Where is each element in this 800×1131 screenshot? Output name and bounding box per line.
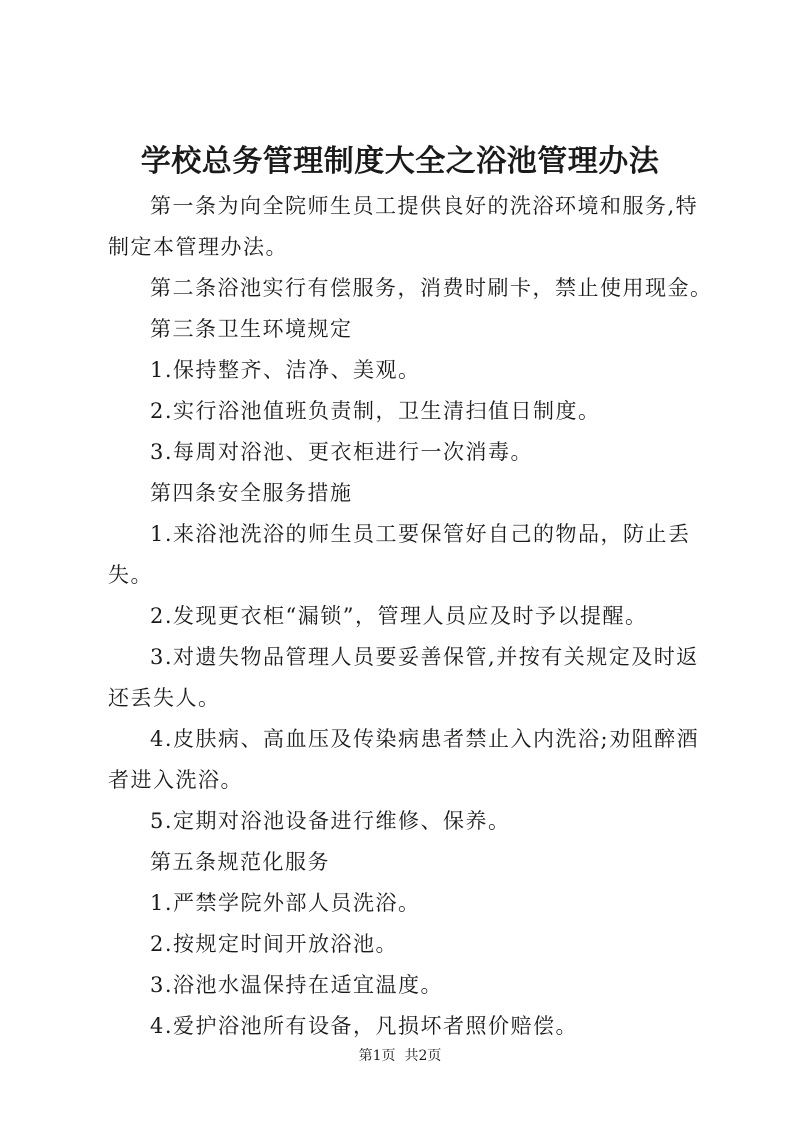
paragraph-item: 2.实行浴池值班负责制，卫生清扫值日制度。 <box>150 399 601 423</box>
paragraph-item: 2.按规定时间开放浴池。 <box>150 932 399 956</box>
page-footer <box>0 1046 800 1066</box>
paragraph-item: 4.爱护浴池所有设备，凡损坏者照价赔偿。 <box>150 1014 579 1038</box>
paragraph-item: 2.发现更衣柜“漏锁”，管理人员应及时予以提醒。 <box>150 604 648 628</box>
document-title: 学校总务管理制度大全之浴池管理办法 <box>140 144 660 179</box>
paragraph-item: 3.每周对浴池、更衣柜进行一次消毒。 <box>150 440 534 464</box>
paragraph-article-3-heading: 第三条卫生环境规定 <box>150 317 353 341</box>
paragraph-article-1: 第一条为向全院师生员工提供良好的洗浴环境和服务,特制定本管理办法。 <box>108 194 699 259</box>
paragraph-item: 1.来浴池洗浴的师生员工要保管好自己的物品，防止丢失。 <box>108 522 691 587</box>
paragraph-article-5-heading: 第五条规范化服务 <box>150 850 330 874</box>
document-body <box>108 186 718 1047</box>
paragraph-item: 3.浴池水温保持在适宜温度。 <box>150 973 444 997</box>
paragraph-item: 1.保持整齐、洁净、美观。 <box>150 358 421 382</box>
paragraph-item: 5.定期对浴池设备进行维修、保养。 <box>150 809 511 833</box>
paragraph-item: 4.皮肤病、高血压及传染病患者禁止入内洗浴;劝阻醉酒者进入洗浴。 <box>108 727 700 792</box>
paragraph-article-2: 第二条浴池实行有偿服务，消费时刷卡，禁止使用现金。 <box>150 276 713 300</box>
paragraph-item: 3.对遗失物品管理人员要妥善保管,并按有关规定及时返还丢失人。 <box>108 645 699 710</box>
page-number-label: 第1页 共2页 <box>358 1048 442 1064</box>
paragraph-article-4-heading: 第四条安全服务措施 <box>150 481 353 505</box>
paragraph-item: 1.严禁学院外部人员洗浴。 <box>150 891 421 915</box>
